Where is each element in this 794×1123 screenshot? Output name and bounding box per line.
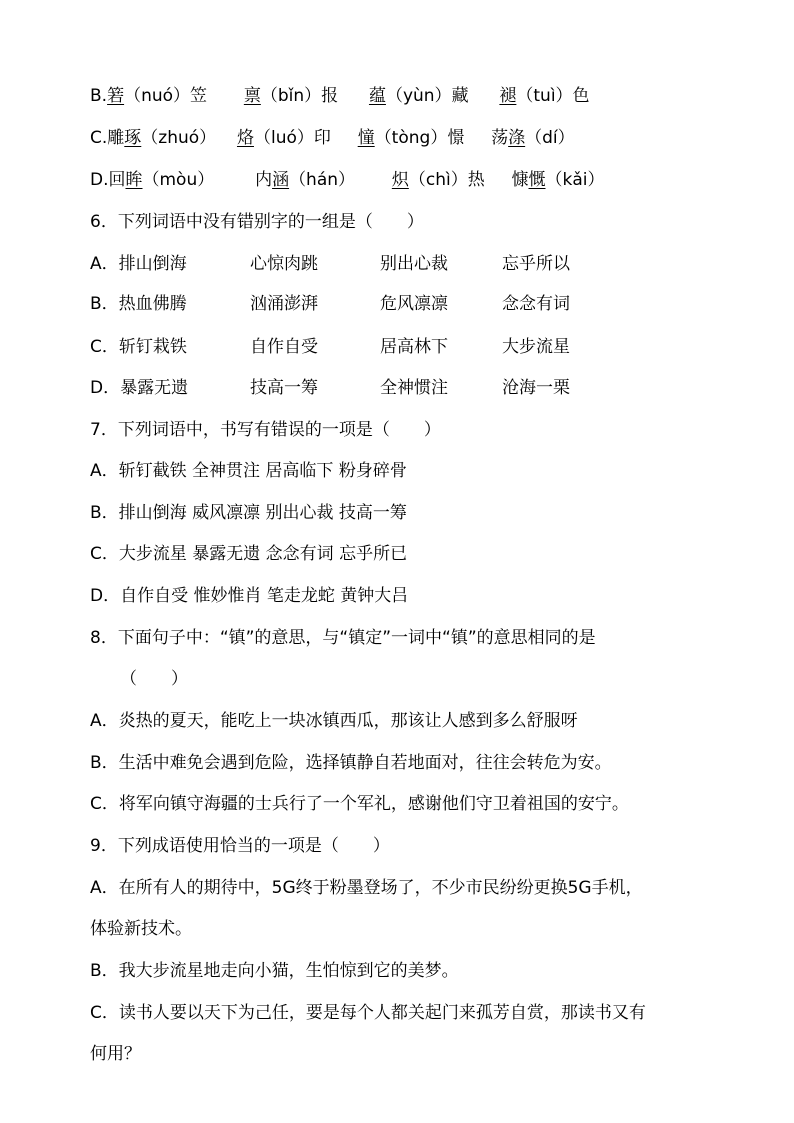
q8-option-a: A．炎热的夏天，能吃上一块冰镇西瓜，那该让人感到多么舒服呀	[90, 711, 578, 731]
q7-option-a: A．斩钉截铁 全神贯注 居高临下 粉身碎骨	[90, 461, 407, 481]
word-cell: 危风凛凛	[380, 294, 448, 314]
word-cell: 念念有词	[502, 294, 570, 314]
word-rest: 藏	[451, 86, 469, 106]
pinyin: （chì）	[408, 170, 468, 190]
underlined-char: 涤	[508, 128, 526, 148]
pinyin: （yùn）	[385, 86, 452, 106]
word-pre: 雕	[107, 128, 125, 148]
word-rest: 印	[313, 128, 331, 148]
underlined-char: 琢	[124, 128, 142, 148]
pinyin: （nuó）	[124, 86, 191, 106]
q6-option-c	[90, 335, 570, 359]
word-cell: A．排山倒海	[90, 254, 187, 274]
word-cell: 大步流星	[502, 337, 570, 357]
pinyin: （kǎi）	[545, 170, 605, 190]
word-rest: 笠	[190, 86, 208, 106]
q6-option-d	[90, 376, 570, 400]
underlined-char: 禀	[243, 86, 261, 106]
q9-option-a-line2: 体验新技术。	[90, 919, 192, 939]
word-pre: 内	[255, 170, 273, 190]
q6-option-b	[90, 292, 570, 316]
pinyin: （dí）	[525, 128, 575, 148]
q5-option-c	[90, 126, 575, 150]
word-cell: 心惊肉跳	[250, 254, 318, 274]
underlined-char: 烙	[236, 128, 254, 148]
option-letter: B.	[90, 86, 108, 106]
word-cell: 自作自受	[250, 337, 318, 357]
word-cell: 技高一筹	[250, 378, 318, 398]
q9-option-c-line2: 何用？	[90, 1044, 141, 1064]
q7-option-d: D．自作自受 惟妙惟肖 笔走龙蛇 黄钟大吕	[90, 586, 409, 606]
option-letter: C.	[90, 128, 108, 148]
word-rest: 热	[467, 170, 485, 190]
word-cell: 忘乎所以	[502, 254, 570, 274]
word-pre: 回	[108, 170, 126, 190]
underlined-char: 眸	[125, 170, 143, 190]
q6-stem: 6．下列词语中没有错别字的一组是（ ）	[90, 212, 424, 232]
q7-option-c: C．大步流星 暴露无遗 念念有词 忘乎所已	[90, 544, 408, 564]
q7-option-b: B．排山倒海 威风凛凛 别出心裁 技高一筹	[90, 503, 407, 523]
word-cell: 汹涌澎湃	[250, 294, 318, 314]
pinyin: （luó）	[253, 128, 314, 148]
word-rest: 憬	[447, 128, 465, 148]
pinyin: （tuì）	[516, 86, 573, 106]
q6-option-a	[90, 252, 570, 276]
underlined-char: 箬	[107, 86, 125, 106]
word-rest: 报	[321, 86, 339, 106]
option-letter: D.	[90, 170, 109, 190]
q7-stem: 7．下列词语中，书写有错误的一项是（ ）	[90, 420, 441, 440]
q9-stem: 9．下列成语使用恰当的一项是（ ）	[90, 836, 390, 856]
q8-answer-paren: （ ）	[120, 669, 188, 689]
word-cell: D．暴露无遗	[90, 378, 189, 398]
q8-stem: 8．下面句子中：“镇”的意思，与“镇定”一词中“镇”的意思相同的是	[90, 628, 596, 648]
word-cell: 居高林下	[380, 337, 448, 357]
word-pre: 慷	[511, 170, 529, 190]
word-pre: 荡	[491, 128, 509, 148]
underlined-char: 憧	[357, 128, 375, 148]
underlined-char: 慨	[528, 170, 546, 190]
pinyin: （zhuó）	[141, 128, 217, 148]
q9-option-b: B．我大步流星地走向小猫，生怕惊到它的美梦。	[90, 961, 459, 981]
word-cell: 全神惯注	[380, 378, 448, 398]
word-cell: C．斩钉栽铁	[90, 337, 187, 357]
word-cell: B．热血佛腾	[90, 294, 187, 314]
pinyin: （mòu）	[142, 170, 215, 190]
underlined-char: 蕴	[368, 86, 386, 106]
underlined-char: 褪	[499, 86, 517, 106]
q8-option-b: B．生活中难免会遇到危险，选择镇静自若地面对，往往会转危为安。	[90, 753, 612, 773]
pinyin: （tòng）	[374, 128, 448, 148]
word-cell: 别出心裁	[380, 254, 448, 274]
underlined-char: 涵	[272, 170, 290, 190]
q5-option-d	[90, 168, 605, 192]
q9-option-c-line1: C．读书人要以天下为己任，要是每个人都关起门来孤芳自赏，那读书又有	[90, 1003, 646, 1023]
q8-option-c: C．将军向镇守海疆的士兵行了一个军礼，感谢他们守卫着祖国的安宁。	[90, 794, 629, 814]
word-rest: 色	[572, 86, 590, 106]
pinyin: （bǐn）	[260, 86, 322, 106]
q9-option-a-line1: A．在所有人的期待中，5G终于粉墨登场了，不少市民纷纷更换5G手机，	[90, 878, 643, 898]
underlined-char: 炽	[391, 170, 409, 190]
q5-option-b	[90, 84, 590, 108]
word-cell: 沧海一栗	[502, 378, 570, 398]
pinyin: （hán）	[289, 170, 356, 190]
